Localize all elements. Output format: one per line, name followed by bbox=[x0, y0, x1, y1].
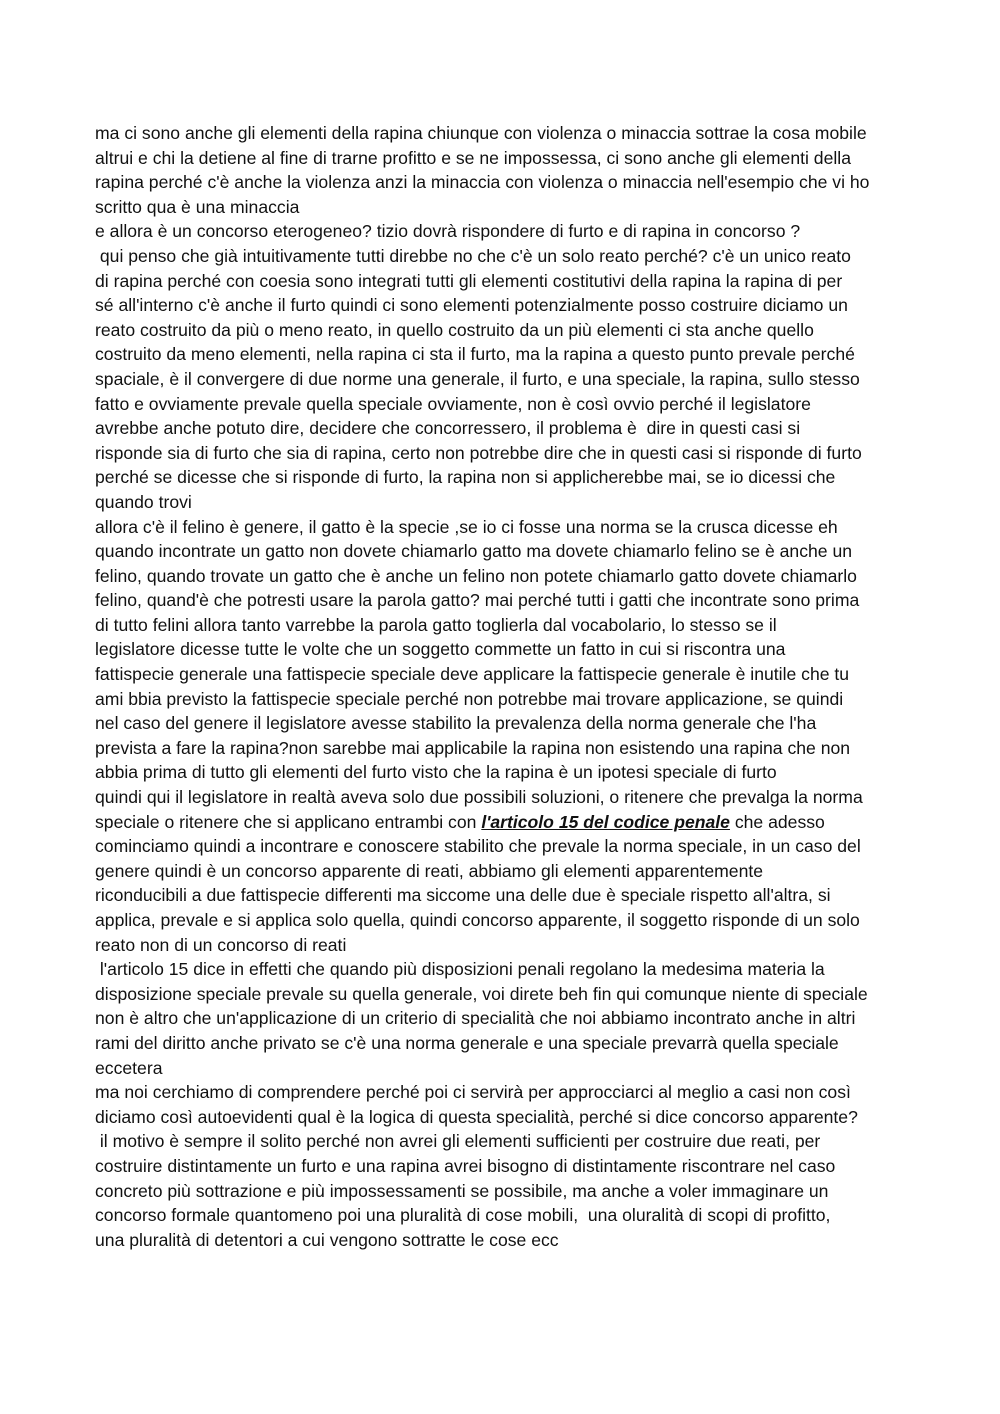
text-line: scritto qua è una minaccia bbox=[95, 196, 300, 217]
reference-prefix-text: speciale o ritenere che si applicano entrambi con bbox=[95, 811, 482, 832]
text-line: ami bbia previsto la fattispecie speciale perché non potrebbe mai trovare applicazione, se quindi bbox=[95, 688, 844, 709]
document-text-body bbox=[95, 121, 935, 1252]
reference-suffix-text: che adesso bbox=[729, 811, 825, 832]
text-line: diciamo così autoevidenti qual è la logica di questa specialità, perché si dice concorso apparente? bbox=[95, 1106, 858, 1127]
text-line: disposizione speciale prevale su quella generale, voi direte beh fin qui comunque niente di speciale bbox=[95, 983, 868, 1004]
text-line: altrui e chi la detiene al fine di trarne profitto e se ne impossessa, ci sono anche gli elementi della bbox=[95, 147, 851, 168]
text-line: prevista a fare la rapina?non sarebbe mai applicabile la rapina non esistendo una rapina che non bbox=[95, 737, 851, 758]
text-line: avrebbe anche potuto dire, decidere che concorressero, il problema è dire in questi casi si bbox=[95, 418, 801, 439]
text-line: applica, prevale e si applica solo quella, quindi concorso apparente, il soggetto risponde di un solo bbox=[95, 910, 860, 930]
text-line: felino, quand'è che potresti usare la parola gatto? mai perché tutti i gatti che incontrate sono prima bbox=[95, 590, 860, 611]
text-line: legislatore dicesse tutte le volte che un soggetto commette un fatto in cui si riscontra una bbox=[95, 639, 786, 660]
text-line: e allora è un concorso eterogeneo? tizio dovrà rispondere di furto e di rapina in concorso ? bbox=[95, 221, 801, 242]
text-line: di tutto felini allora tanto varrebbe la parola gatto toglierla dal vocabolario, lo stesso se il bbox=[95, 614, 777, 635]
text-line: il motivo è sempre il solito perché non avrei gli elementi sufficienti per costruire due reati, per bbox=[95, 1131, 821, 1152]
text-line: abbia prima di tutto gli elementi del furto visto che la rapina è un ipotesi speciale di furto bbox=[95, 762, 777, 783]
text-line: felino, quando trovate un gatto che è anche un felino non potete chiamarlo gatto dovete chiamarlo bbox=[95, 565, 857, 586]
text-line: nel caso del genere il legislatore avesse stabilito la prevalenza della norma generale che l'ha bbox=[95, 713, 817, 734]
text-line: rapina perché c'è anche la violenza anzi la minaccia con violenza o minaccia nell'esempio che vi ho bbox=[95, 172, 870, 193]
text-line: rami del diritto anche privato se c'è una norma generale e una speciale prevarrà quella speciale bbox=[95, 1032, 839, 1053]
text-line: fatto e ovviamente prevale quella speciale ovviamente, non è così ovvio perché il legislatore bbox=[95, 393, 811, 414]
text-line: reato costruito da più o meno reato, in quello costruito da un più elementi ci sta anche quello bbox=[95, 319, 814, 340]
text-line: qui penso che già intuitivamente tutti direbbe no che c'è un solo reato perché? c'è un unico reato bbox=[95, 245, 851, 266]
text-line: costruito da meno elementi, nella rapina ci sta il furto, ma la rapina a questo punto prevale perché bbox=[95, 344, 855, 365]
article-15-reference: l'articolo 15 del codice penale bbox=[481, 811, 730, 832]
text-line: di rapina perché con coesia sono integrati tutti gli elementi costitutivi della rapina la rapina di per bbox=[95, 270, 843, 291]
text-line: una pluralità di detentori a cui vengono sottratte le cose ecc bbox=[95, 1229, 559, 1250]
text-line: reato non di un concorso di reati bbox=[95, 934, 347, 955]
text-line: risponde sia di furto che sia di rapina, certo non potrebbe dire che in questi casi si risponde di furto bbox=[95, 442, 862, 463]
text-line: ma ci sono anche gli elementi della rapina chiunque con violenza o minaccia sottrae la cosa mobile bbox=[95, 123, 867, 143]
text-line: non è altro che un'applicazione di un criterio di specialità che noi abbiamo incontrato anche in altri bbox=[95, 1008, 856, 1029]
text-line: fattispecie generale una fattispecie speciale deve applicare la fattispecie generale è inutile che tu bbox=[95, 664, 850, 685]
text-line: costruire distintamente un furto e una rapina avrei bisogno di distintamente riscontrare nel caso bbox=[95, 1155, 836, 1176]
text-line: spaciale, è il convergere di due norme una generale, il furto, e una speciale, la rapina, sullo stesso bbox=[95, 368, 860, 389]
text-line: quando trovi bbox=[95, 491, 192, 512]
text-line-with-reference bbox=[95, 810, 935, 835]
text-line: concorso formale quantomeno poi una pluralità di cose mobili, una oluralità di scopi di profitto, bbox=[95, 1205, 831, 1226]
text-line: riconducibili a due fattispecie differenti ma siccome una delle due è speciale rispetto all'altra, si bbox=[95, 885, 831, 906]
text-line: quindi qui il legislatore in realtà aveva solo due possibili soluzioni, o ritenere che prevalga la norma bbox=[95, 787, 863, 808]
text-line: genere quindi è un concorso apparente di reati, abbiamo gli elementi apparentemente bbox=[95, 860, 764, 881]
text-line: ma noi cerchiamo di comprendere perché poi ci servirà per approcciarci al meglio a casi non così bbox=[95, 1082, 851, 1103]
text-line: concreto più sottrazione e più impossessamenti se possibile, ma anche a voler immaginare un bbox=[95, 1180, 829, 1201]
text-line: eccetera bbox=[95, 1057, 163, 1078]
text-line: sé all'interno c'è anche il furto quindi ci sono elementi potenzialmente posso costruire diciamo un bbox=[95, 295, 848, 316]
text-line: l'articolo 15 dice in effetti che quando più disposizioni penali regolano la medesima materia la bbox=[95, 959, 825, 980]
text-line: quando incontrate un gatto non dovete chiamarlo gatto ma dovete chiamarlo felino se è anche un bbox=[95, 541, 853, 562]
text-line: cominciamo quindi a incontrare e conoscere stabilito che prevale la norma speciale, in un caso del bbox=[95, 836, 861, 857]
text-line: allora c'è il felino è genere, il gatto è la specie ,se io ci fosse una norma se la crusca dicesse eh bbox=[95, 516, 838, 537]
text-line: perché se dicesse che si risponde di furto, la rapina non si applicherebbe mai, se io dicessi che bbox=[95, 467, 836, 488]
